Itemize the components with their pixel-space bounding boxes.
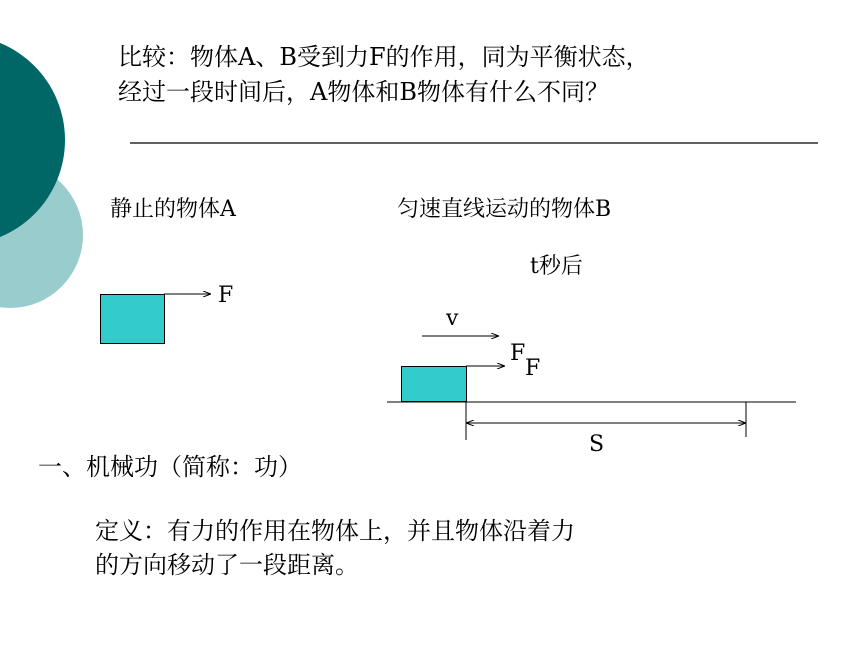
object-a-force-label: F (218, 283, 234, 308)
object-b-box (401, 366, 467, 402)
section-heading: 一、机械功（简称：功） (38, 453, 302, 481)
object-b-force-label-2: F (525, 356, 541, 381)
question-line-1: 比较：物体A、B受到力F的作用，同为平衡状态， (118, 43, 650, 71)
object-b-force-label-1: F (510, 341, 526, 366)
time-label: t秒后 (530, 254, 583, 279)
object-a-box (100, 294, 165, 344)
definition-line-1: 定义：有力的作用在物体上，并且物体沿着力 (95, 517, 575, 545)
definition-line-2: 的方向移动了一段距离。 (95, 551, 359, 579)
object-b-label: 匀速直线运动的物体B (397, 197, 612, 222)
question-line-2: 经过一段时间后，A物体和B物体有什么不同？ (118, 78, 609, 106)
velocity-label: v (446, 306, 459, 331)
object-a-label: 静止的物体A (110, 197, 236, 222)
distance-label: S (589, 432, 605, 457)
